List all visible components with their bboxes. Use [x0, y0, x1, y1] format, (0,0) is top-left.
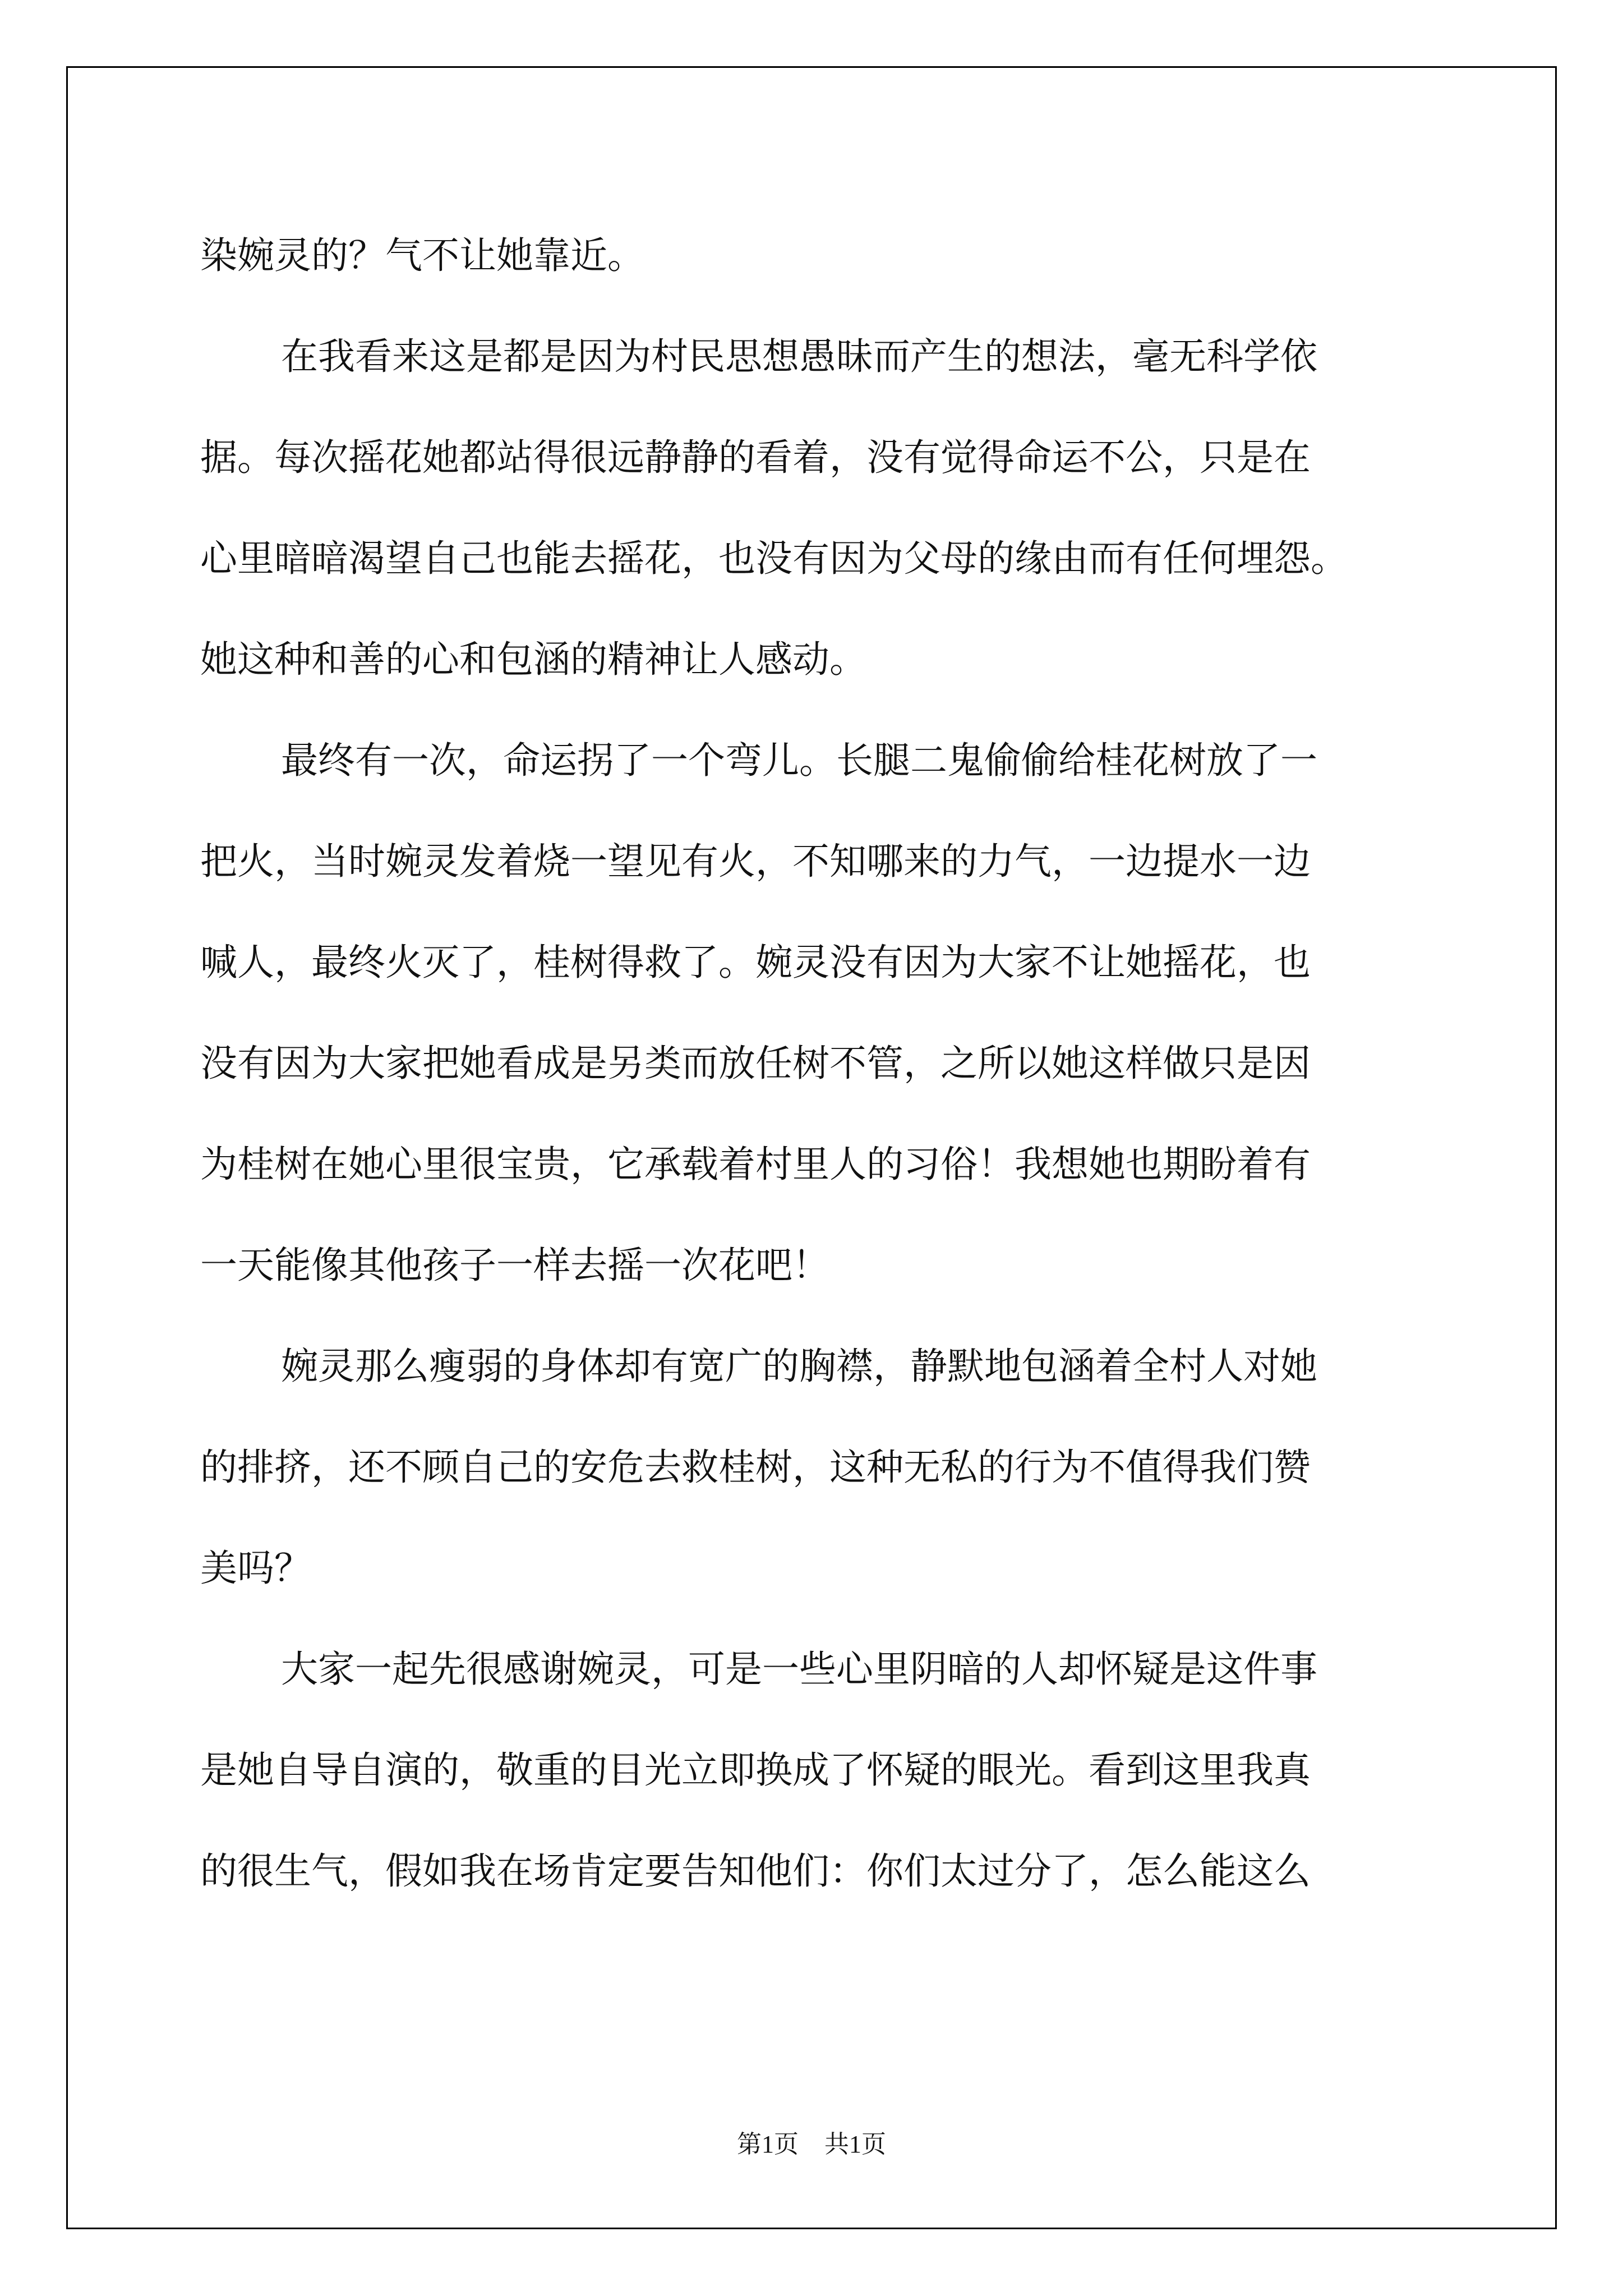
- text-line: 美吗？: [200, 1547, 311, 1590]
- text-line: 的排挤，还不顾自己的安危去救桂树，这种无私的行为不值得我们赞: [200, 1446, 1311, 1489]
- page-footer: [0, 2124, 1623, 2160]
- page-number: 第1页: [737, 2131, 799, 2158]
- text-line: 她这种和善的心和包涵的精神让人感动。: [200, 638, 866, 681]
- document-body: [200, 205, 1428, 1922]
- text-line: 把火，当时婉灵发着烧一望见有火，不知哪来的力气，一边提水一边: [200, 840, 1311, 883]
- text-line: 一天能像其他孩子一样去摇一次花吧！: [200, 1244, 829, 1287]
- total-pages: 共1页: [824, 2131, 886, 2158]
- text-line: 喊人，最终火灭了，桂树得救了。婉灵没有因为大家不让她摇花，也: [200, 941, 1311, 984]
- text-line: 大家一起先很感谢婉灵，可是一些心里阴暗的人却怀疑是这件事: [281, 1648, 1317, 1691]
- text-line: 心里暗暗渴望自己也能去摇花，也没有因为父母的缘由而有任何埋怨。: [200, 537, 1348, 580]
- text-line: 染婉灵的？气不让她靠近。: [200, 234, 644, 277]
- text-line: 为桂树在她心里很宝贵，它承载着村里人的习俗！我想她也期盼着有: [200, 1143, 1311, 1186]
- text-line: 是她自导自演的，敬重的目光立即换成了怀疑的眼光。看到这里我真: [200, 1749, 1311, 1792]
- text-line: 的很生气，假如我在场肯定要告知他们：你们太过分了，怎么能这么: [200, 1849, 1311, 1893]
- text-line: 没有因为大家把她看成是另类而放任树不管，之所以她这样做只是因: [200, 1042, 1311, 1085]
- text-line: 在我看来这是都是因为村民思想愚昧而产生的想法，毫无科学依: [281, 335, 1317, 378]
- text-line: 最终有一次，命运拐了一个弯儿。长腿二鬼偷偷给桂花树放了一: [281, 739, 1317, 782]
- text-line: 据。每次摇花她都站得很远静静的看着，没有觉得命运不公，只是在: [200, 436, 1311, 479]
- text-line: 婉灵那么瘦弱的身体却有宽广的胸襟，静默地包涵着全村人对她: [281, 1345, 1317, 1388]
